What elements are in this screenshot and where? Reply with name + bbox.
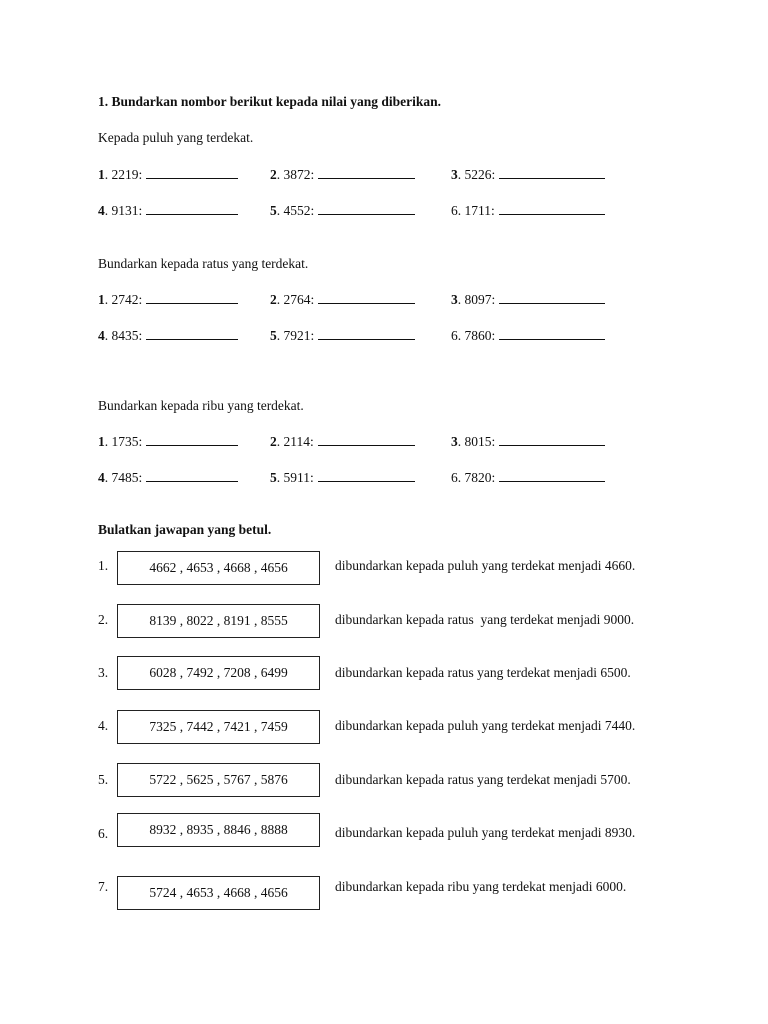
question-number-dot: . [104,328,112,343]
question-number-dot: . [104,470,112,485]
question-number: 4 [98,470,105,485]
question-value: 4552: [283,203,315,218]
question-number-dot: . [276,434,284,449]
question-value: 2742: [111,292,143,307]
answer-blank[interactable] [499,202,605,215]
answer-blank[interactable] [146,166,238,179]
part2-statement: dibundarkan kepada puluh yang terdekat menjadi 7440. [335,718,636,733]
answer-options-box[interactable] [117,763,320,797]
question-number-dot: . [457,434,465,449]
answer-blank[interactable] [146,327,238,340]
question-number-dot: . [276,328,284,343]
part2-item-number: 4. [98,718,109,733]
answer-options[interactable]: 4662 , 4653 , 4668 , 4656 [149,560,288,575]
answer-options[interactable]: 5722 , 5625 , 5767 , 5876 [149,772,288,787]
rounding-question [98,166,238,183]
question-value: 7820: [464,470,496,485]
question-number: 5 [270,328,277,343]
question-value: 5911: [283,470,314,485]
part2-statement: dibundarkan kepada ratus yang terdekat menjadi 9000. [335,612,635,627]
answer-blank[interactable] [146,469,238,482]
question-number-dot: . [457,470,465,485]
rounding-question [98,291,238,308]
rounding-question [451,166,605,183]
answer-blank[interactable] [318,202,415,215]
rounding-question [270,433,415,450]
question-number: 5 [270,203,277,218]
question-number-dot: . [457,328,465,343]
part2-item-number: 3. [98,665,109,680]
answer-blank[interactable] [318,433,415,446]
question-number-dot: . [104,167,112,182]
answer-blank[interactable] [318,469,415,482]
rounding-question [451,327,605,344]
answer-blank[interactable] [146,433,238,446]
answer-options-box[interactable] [117,710,320,744]
rounding-question [98,433,238,450]
rounding-question [451,202,605,219]
question-number: 3 [451,434,458,449]
rounding-question [270,166,415,183]
question-number: 3 [451,292,458,307]
question-number: 6 [451,470,458,485]
question-value: 3872: [283,167,315,182]
part2-statement: dibundarkan kepada ratus yang terdekat menjadi 5700. [335,772,631,787]
question-value: 7860: [464,328,496,343]
answer-options-box[interactable] [117,604,320,638]
answer-options[interactable]: 8932 , 8935 , 8846 , 8888 [149,822,288,837]
part2-statement: dibundarkan kepada ratus yang terdekat menjadi 6500. [335,665,631,680]
rounding-question [270,291,415,308]
question-number: 1 [98,434,105,449]
question-number-dot: . [276,470,284,485]
answer-blank[interactable] [318,166,415,179]
question-value: 1735: [111,434,143,449]
answer-blank[interactable] [318,291,415,304]
answer-blank[interactable] [146,202,238,215]
question-number-dot: . [457,167,465,182]
question-number: 4 [98,328,105,343]
question-value: 5226: [464,167,496,182]
answer-blank[interactable] [146,291,238,304]
answer-blank[interactable] [499,469,605,482]
question-value: 2114: [283,434,314,449]
question-number: 3 [451,167,458,182]
question-number: 2 [270,434,277,449]
question-number-dot: . [276,292,284,307]
question-number-dot: . [104,203,112,218]
rounding-question [98,469,238,486]
question-value: 8015: [464,434,496,449]
answer-blank[interactable] [499,433,605,446]
question-number-dot: . [457,203,465,218]
answer-blank[interactable] [499,166,605,179]
question-value: 1711: [464,203,495,218]
answer-options[interactable]: 8139 , 8022 , 8191 , 8555 [149,613,288,628]
question-number-dot: . [276,167,284,182]
question-value: 2219: [111,167,143,182]
rounding-question [98,327,238,344]
answer-options[interactable]: 5724 , 4653 , 4668 , 4656 [149,885,288,900]
section-instruction: Bundarkan kepada ratus yang terdekat. [98,256,309,271]
question-value: 7485: [111,470,143,485]
question-value: 8435: [111,328,143,343]
answer-options-box[interactable] [117,876,320,910]
question-number-dot: . [104,292,112,307]
section-instruction: Kepada puluh yang terdekat. [98,130,254,145]
section-instruction: Bundarkan kepada ribu yang terdekat. [98,398,304,413]
question-number: 4 [98,203,105,218]
part2-statement: dibundarkan kepada puluh yang terdekat menjadi 8930. [335,825,636,840]
part2-statement: dibundarkan kepada ribu yang terdekat menjadi 6000. [335,879,627,894]
question-number-dot: . [276,203,284,218]
part2-item-number: 2. [98,612,109,627]
rounding-question [451,469,605,486]
answer-blank[interactable] [499,327,605,340]
answer-options[interactable]: 6028 , 7492 , 7208 , 6499 [149,665,288,680]
question-number: 2 [270,167,277,182]
part2-heading: Bulatkan jawapan yang betul. [98,522,272,537]
answer-options-box[interactable] [117,813,320,847]
question-number: 6 [451,328,458,343]
part2-item-number: 6. [98,826,109,841]
part2-item-number: 7. [98,879,109,894]
question-number: 1 [98,292,105,307]
rounding-question [270,469,415,486]
rounding-question [98,202,238,219]
part2-statement: dibundarkan kepada puluh yang terdekat menjadi 4660. [335,558,636,573]
question-number-dot: . [457,292,465,307]
question-number: 5 [270,470,277,485]
question-value: 7921: [283,328,315,343]
answer-options-box[interactable] [117,656,320,690]
question-value: 9131: [111,203,143,218]
question-number: 1 [98,167,105,182]
answer-options-box[interactable] [117,551,320,585]
question-number-dot: . [104,434,112,449]
question-number: 2 [270,292,277,307]
rounding-question [270,327,415,344]
rounding-question [451,291,605,308]
answer-options[interactable]: 7325 , 7442 , 7421 , 7459 [149,719,288,734]
rounding-question [451,433,605,450]
worksheet-heading: 1. Bundarkan nombor berikut kepada nilai yang diberikan. [98,94,441,109]
question-number: 6 [451,203,458,218]
question-value: 8097: [464,292,496,307]
answer-blank[interactable] [318,327,415,340]
answer-blank[interactable] [499,291,605,304]
question-value: 2764: [283,292,315,307]
rounding-question [270,202,415,219]
part2-item-number: 5. [98,772,109,787]
part2-item-number: 1. [98,558,109,573]
